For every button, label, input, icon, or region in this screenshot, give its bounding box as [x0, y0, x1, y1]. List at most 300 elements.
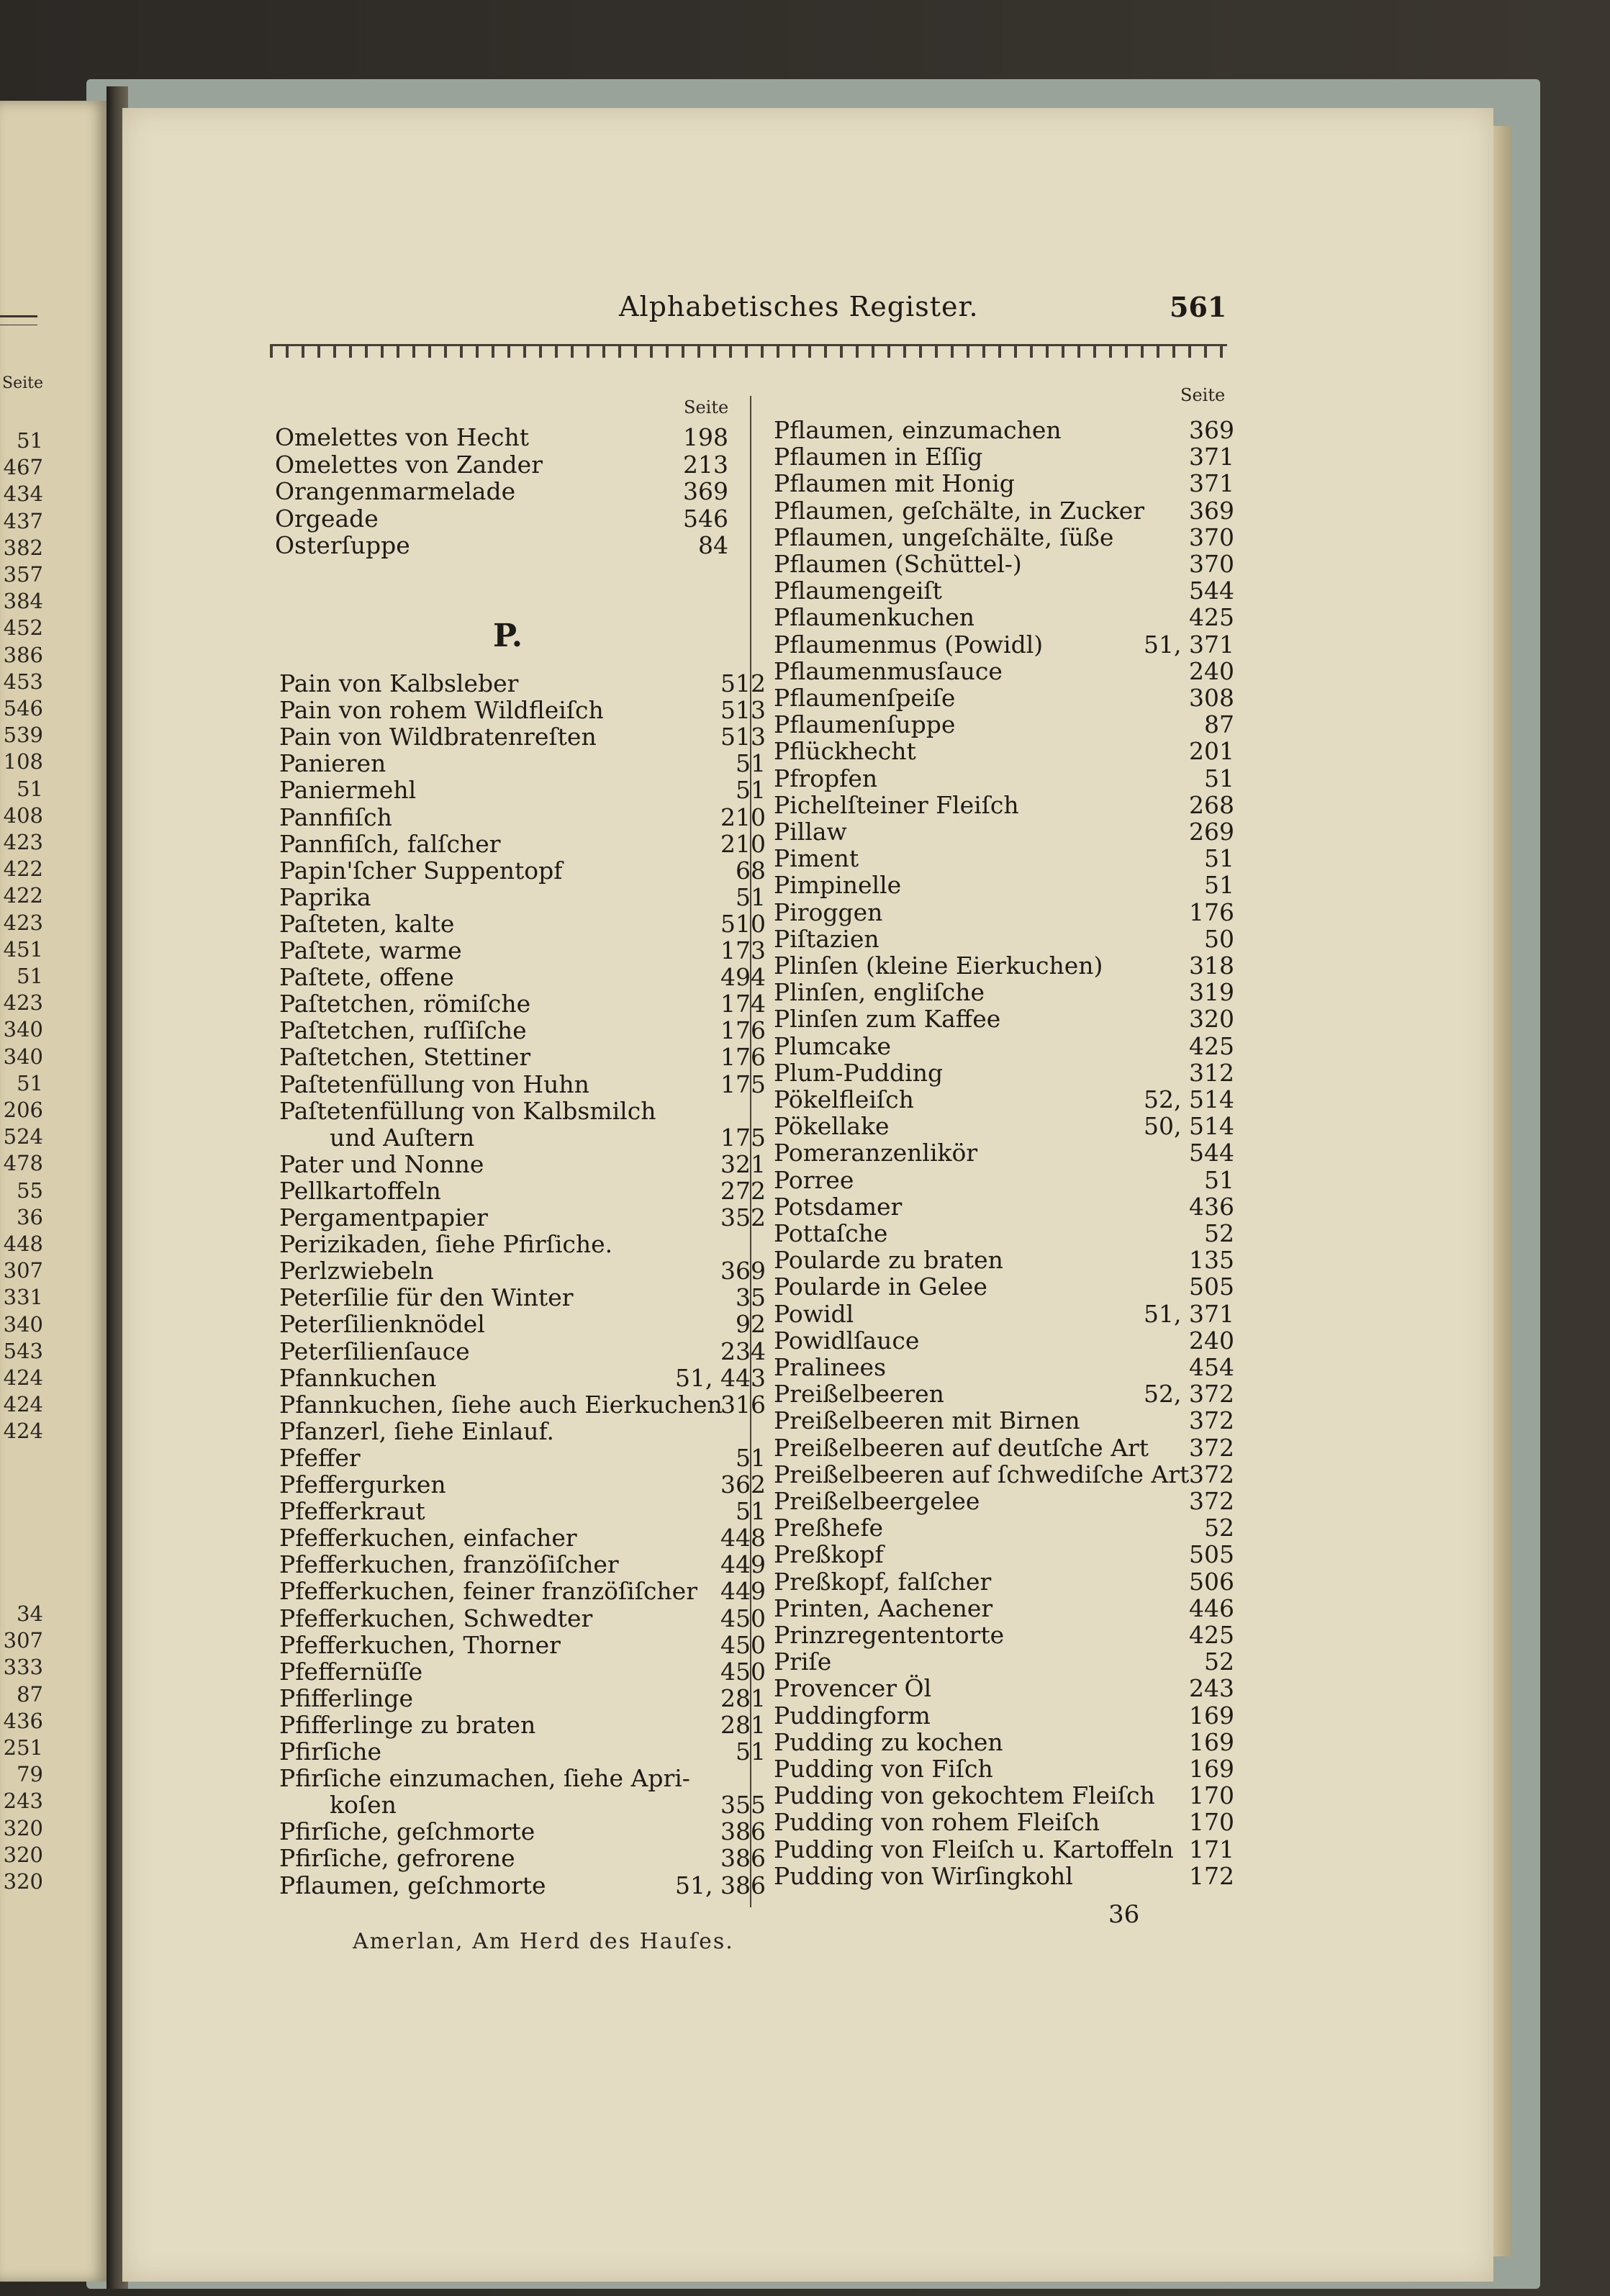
left-page-number: 55: [17, 1178, 43, 1203]
entry-page: 355: [720, 1791, 766, 1820]
entry-page: 240: [1189, 656, 1234, 685]
entry-title: Pflaumen, einzumachen: [774, 416, 1062, 444]
index-entry: [774, 1487, 1234, 1514]
left-page-number: 424: [3, 1365, 43, 1390]
entry-title: Paſtete, offene: [279, 963, 454, 992]
left-page-number: 87: [17, 1681, 43, 1707]
entry-title: Pudding zu kochen: [774, 1727, 1003, 1756]
index-entry: [279, 1550, 766, 1578]
entry-page: 321: [720, 1149, 766, 1178]
entry-title: Perlzwiebeln: [279, 1257, 434, 1285]
entry-title: Omelettes von Zander: [275, 450, 543, 479]
entry-page: 268: [1189, 790, 1234, 819]
entry-title: und Auſtern: [330, 1123, 475, 1152]
left-page-number: 251: [3, 1735, 43, 1760]
entry-title: Pichelſteiner Fleiſch: [774, 790, 1019, 819]
entry-page: 170: [1189, 1808, 1234, 1837]
index-entry: [279, 1230, 766, 1257]
index-entry: [275, 423, 728, 451]
entry-page: 370: [1189, 523, 1234, 551]
entry-title: Printen, Aachener: [774, 1594, 993, 1622]
entry-title: Pannfiſch: [279, 803, 392, 831]
entry-page: 546: [683, 504, 728, 533]
index-entry: [774, 1781, 1234, 1809]
entry-title: Paſtete, warme: [279, 936, 462, 964]
entry-page: 52: [1204, 1648, 1234, 1676]
index-entry: [774, 523, 1234, 551]
index-entry: [774, 1648, 1234, 1675]
entry-title: Paſtetchen, römiſche: [279, 990, 531, 1018]
entry-title: Pfefferkuchen, Thorner: [279, 1630, 561, 1659]
entry-page: 510: [720, 909, 766, 938]
running-title: Alphabetisches Register.: [619, 291, 979, 322]
entry-title: Potsdamer: [774, 1192, 903, 1221]
left-page-number: 331: [3, 1285, 43, 1310]
left-page-number: 51: [17, 1070, 43, 1095]
index-entry: [275, 505, 728, 532]
entry-title: Plinſen, engliſche: [774, 978, 985, 1007]
index-entry: [279, 1257, 766, 1284]
index-entry: [774, 1273, 1234, 1300]
index-entry: [774, 1460, 1234, 1488]
entry-title: Pfifferlinge zu braten: [279, 1710, 536, 1739]
index-entry: [279, 1043, 766, 1070]
entry-page: 169: [1189, 1727, 1234, 1756]
index-entry: [279, 776, 766, 803]
entry-page: 425: [1189, 1621, 1234, 1649]
index-entry: [279, 1150, 766, 1178]
index-entry: [774, 657, 1234, 684]
left-page-number: 307: [3, 1258, 43, 1283]
left-page-number: 437: [3, 508, 43, 533]
index-entry: [774, 1701, 1234, 1729]
entry-title: Pain von rohem Wildfleiſch: [279, 696, 604, 725]
entry-page: 52, 372: [1144, 1380, 1234, 1409]
entry-page: 51: [736, 776, 766, 805]
entry-page: 513: [720, 723, 766, 751]
entry-page: 369: [683, 477, 728, 505]
entry-page: 210: [720, 829, 766, 858]
entry-page: 318: [1189, 952, 1234, 980]
left-page-number: 424: [3, 1392, 43, 1417]
entry-page: 171: [1189, 1835, 1234, 1863]
entry-page: 505: [1189, 1273, 1234, 1301]
left-page-number: 51: [17, 776, 43, 801]
index-entry: [774, 844, 1234, 872]
index-entry: [279, 1016, 766, 1044]
left-page-number: 108: [3, 749, 43, 774]
left-page-number: 423: [3, 990, 43, 1016]
entry-title: Paſteten, kalte: [279, 909, 455, 938]
entry-title: Paſtetchen, ruſſiſche: [279, 1016, 527, 1045]
left-page-number: 422: [3, 883, 43, 908]
entry-page: 281: [720, 1683, 766, 1712]
left-page-number: 340: [3, 1044, 43, 1069]
entry-title: Pfropfen: [774, 764, 878, 792]
entry-page: 51: [736, 749, 766, 778]
left-page-number: 320: [3, 1815, 43, 1840]
entry-title: Pimpinelle: [774, 871, 902, 900]
page-number: 561: [1170, 291, 1227, 323]
entry-page: 448: [720, 1524, 766, 1552]
entry-title: Poularde in Gelee: [774, 1273, 987, 1301]
index-entry: [279, 963, 766, 990]
index-entry: [774, 631, 1234, 658]
left-page-number: 436: [3, 1708, 43, 1733]
entry-page: 234: [720, 1337, 766, 1365]
entry-page: 446: [1189, 1594, 1234, 1622]
entry-page: 272: [720, 1176, 766, 1205]
entry-page: 174: [720, 990, 766, 1018]
entry-page: 35: [736, 1283, 766, 1312]
index-entry: [279, 1283, 766, 1311]
index-entry: [279, 1310, 766, 1337]
index-entry: [774, 818, 1234, 845]
index-entry: [774, 1300, 1234, 1327]
entry-page: 173: [720, 936, 766, 964]
index-entry: [279, 696, 766, 723]
entry-page: 51: [1204, 871, 1234, 900]
entry-page: 370: [1189, 550, 1234, 578]
index-entry: [279, 1070, 766, 1098]
index-entry: [774, 603, 1234, 631]
entry-page: 213: [683, 450, 728, 479]
entry-title: Peterſilienſauce: [279, 1337, 470, 1365]
entry-title: Omelettes von Hecht: [275, 423, 529, 451]
entry-title: Piment: [774, 844, 859, 873]
entry-title: Pfanzerl, ſiehe Einlauf.: [279, 1416, 555, 1445]
entry-title: Pökellake: [774, 1112, 890, 1141]
index-entry: [774, 497, 1234, 524]
entry-page: 425: [1189, 1031, 1234, 1060]
entry-title: Pergamentpapier: [279, 1203, 488, 1231]
entry-title: Pflaumen, geſchälte, in Zucker: [774, 496, 1145, 525]
entry-title: Pfeffergurken: [279, 1470, 446, 1499]
entry-title: Pflaumen (Schüttel-): [774, 550, 1022, 578]
index-entry: [279, 1577, 766, 1604]
entry-title: Pfirſiche, geſchmorte: [279, 1817, 535, 1846]
entry-title: Pökelfleiſch: [774, 1085, 914, 1113]
entry-title: Panieren: [279, 749, 386, 778]
entry-title: koſen: [330, 1791, 397, 1820]
index-entry: [774, 1568, 1234, 1595]
index-entry: [774, 1674, 1234, 1701]
index-entry: [774, 1246, 1234, 1273]
entry-page: 281: [720, 1710, 766, 1739]
left-page-number: 423: [3, 830, 43, 854]
entry-title: Pflaumen, ungeſchälte, ſüße: [774, 523, 1114, 551]
entry-title: Plinſen (kleine Eierkuchen): [774, 952, 1103, 980]
entry-title: Paniermehl: [279, 776, 417, 805]
index-entry: [774, 1808, 1234, 1835]
left-page-number: 320: [3, 1842, 43, 1867]
entry-title: Pudding von Wirſingkohl: [774, 1861, 1073, 1890]
index-entry: [774, 1112, 1234, 1139]
entry-page: 454: [1189, 1353, 1234, 1381]
index-entry: [774, 1621, 1234, 1648]
left-page-number: 467: [3, 455, 43, 480]
index-entry: [279, 830, 766, 857]
entry-page: 372: [1189, 1460, 1234, 1488]
entry-title: Papin'ſcher Suppentopf: [279, 856, 563, 885]
left-page-number: 524: [3, 1124, 43, 1149]
index-entry: [774, 469, 1234, 497]
entry-page: 450: [720, 1604, 766, 1632]
index-entry: [774, 1540, 1234, 1568]
entry-title: Pflaumenmus (Powidl): [774, 630, 1044, 659]
entry-title: Pflaumengeiſt: [774, 577, 942, 605]
entry-title: Preißelbeeren: [774, 1380, 944, 1409]
entry-title: Pfirſiche: [279, 1737, 382, 1766]
footer-imprint: Amerlan, Am Herd des Hauſes.: [353, 1929, 734, 1954]
index-entry: [279, 1871, 766, 1899]
index-entry: [275, 451, 728, 478]
left-page-number: 243: [3, 1789, 43, 1814]
entry-page: 243: [1189, 1674, 1234, 1703]
entry-title: Plumcake: [774, 1031, 891, 1060]
entry-title: Pflaumenmusſauce: [774, 656, 1003, 685]
entry-page: 372: [1189, 1406, 1234, 1435]
entry-page: 51: [1204, 764, 1234, 792]
entry-title: Pudding von Fiſch: [774, 1755, 993, 1783]
left-page-number: 320: [3, 1869, 43, 1894]
entry-title: Pflaumen in Eſſig: [774, 443, 983, 471]
entry-page: 51, 443: [675, 1363, 766, 1392]
entry-title: Pellkartoffeln: [279, 1176, 441, 1205]
entry-page: 201: [1189, 737, 1234, 766]
entry-title: Orgeade: [275, 504, 379, 533]
left-page-number: 340: [3, 1017, 43, 1042]
index-entry: [774, 871, 1234, 898]
index-entry: [774, 737, 1234, 764]
index-entry: [774, 550, 1234, 577]
entry-page: 544: [1189, 577, 1234, 605]
entry-page: 512: [720, 669, 766, 697]
index-entry: [279, 1604, 766, 1632]
entry-title: Paſtetenfüllung von Huhn: [279, 1070, 589, 1098]
left-page-number: 452: [3, 615, 43, 641]
index-entry: [279, 1124, 766, 1151]
entry-page: 175: [720, 1070, 766, 1098]
entry-title: Poularde zu braten: [774, 1246, 1003, 1275]
index-entry: [774, 1728, 1234, 1755]
entry-title: Pflaumen, geſchmorte: [279, 1871, 546, 1899]
left-page-number: 382: [3, 535, 43, 560]
entry-page: 92: [736, 1310, 766, 1339]
entry-title: Pflückhecht: [774, 737, 916, 766]
index-entry: [774, 1219, 1234, 1247]
entry-page: 362: [720, 1470, 766, 1499]
entry-page: 51: [1204, 1165, 1234, 1194]
index-entry: [774, 416, 1234, 443]
index-entry: [774, 791, 1234, 818]
entry-title: Pudding von Fleiſch u. Kartoffeln: [774, 1835, 1174, 1863]
left-page-number: 51: [17, 964, 43, 988]
left-page-number: 34: [17, 1601, 43, 1626]
left-page-number: 386: [3, 642, 43, 667]
seite-label-right: Seite: [1180, 385, 1226, 405]
entry-page: 316: [720, 1390, 766, 1419]
entry-title: Pater und Nonne: [279, 1149, 484, 1178]
entry-page: 135: [1189, 1246, 1234, 1275]
entry-title: Pfeffer: [279, 1443, 361, 1472]
index-entry: [279, 1097, 766, 1124]
left-page-number: 478: [3, 1151, 43, 1176]
left-page-number: 434: [3, 482, 43, 507]
entry-page: 176: [720, 1043, 766, 1072]
index-entry: [279, 1791, 766, 1818]
entry-title: Perizikaden, ſiehe Pfirſiche.: [279, 1230, 613, 1259]
entry-page: 172: [1189, 1861, 1234, 1890]
index-entry: [774, 1085, 1234, 1113]
entry-page: 198: [683, 423, 728, 451]
index-entry: [279, 1711, 766, 1738]
index-entry: [774, 764, 1234, 792]
index-entry: [279, 910, 766, 937]
entry-page: 369: [1189, 416, 1234, 444]
entry-page: 449: [720, 1550, 766, 1579]
entry-title: Provencer Öl: [774, 1674, 932, 1703]
index-entry: [774, 1835, 1234, 1863]
entry-title: Preißelbeeren mit Birnen: [774, 1406, 1080, 1435]
index-entry: [279, 1444, 766, 1471]
index-entry: [279, 857, 766, 884]
entry-title: Pfannkuchen: [279, 1363, 437, 1392]
left-page-number: 384: [3, 589, 43, 614]
index-entry: [279, 1817, 766, 1845]
entry-title: Plinſen zum Kaffee: [774, 1005, 1001, 1034]
entry-page: 51, 386: [675, 1871, 766, 1899]
entry-page: 210: [720, 803, 766, 831]
entry-page: 371: [1189, 469, 1234, 498]
entry-page: 319: [1189, 978, 1234, 1007]
entry-page: 52, 514: [1144, 1085, 1234, 1113]
left-page-number: 79: [17, 1762, 43, 1787]
index-entry: [774, 1032, 1234, 1059]
index-entry: [279, 1631, 766, 1658]
entry-page: 269: [1189, 818, 1234, 846]
entry-page: 371: [1189, 443, 1234, 471]
entry-page: 87: [1204, 710, 1234, 739]
section-letter: P.: [493, 618, 523, 654]
entry-page: 352: [720, 1203, 766, 1231]
entry-title: Puddingform: [774, 1701, 931, 1730]
entry-title: Pfefferkuchen, feiner franzöſiſcher: [279, 1577, 697, 1606]
entry-title: Piſtazien: [774, 924, 879, 953]
entry-title: Pfifferlinge: [279, 1683, 413, 1712]
index-entry: [279, 936, 766, 964]
entry-page: 84: [698, 531, 728, 559]
left-page: [0, 101, 107, 2282]
entry-page: 51, 371: [1144, 1299, 1234, 1328]
entry-title: Plum-Pudding: [774, 1058, 944, 1087]
index-entry: [275, 477, 728, 505]
entry-title: Pomeranzenlikör: [774, 1139, 978, 1167]
entry-title: Pfefferkuchen, franzöſiſcher: [279, 1550, 619, 1579]
entry-page: 50: [1204, 924, 1234, 953]
entry-title: Pfefferkuchen, Schwedter: [279, 1604, 593, 1632]
entry-page: 51: [736, 1497, 766, 1526]
entry-title: Preßkopf: [774, 1540, 884, 1569]
entry-page: 513: [720, 696, 766, 725]
entry-title: Pfannkuchen, ſiehe auch Eierkuchen: [279, 1390, 723, 1419]
entry-title: Piroggen: [774, 898, 883, 926]
entry-title: Osterſuppe: [275, 531, 410, 559]
entry-page: 369: [720, 1257, 766, 1285]
index-entry: [774, 710, 1234, 738]
index-entry: [774, 684, 1234, 711]
index-entry: [774, 1166, 1234, 1193]
entry-page: 449: [720, 1577, 766, 1606]
left-page-number: 206: [3, 1098, 43, 1122]
seite-label-left: Seite: [684, 397, 729, 417]
index-entry: [774, 1005, 1234, 1032]
index-entry: [279, 1764, 766, 1791]
left-header-rule: [0, 315, 37, 325]
index-entry: [774, 1514, 1234, 1541]
index-entry: [279, 1391, 766, 1418]
entry-title: Orangenmarmelade: [275, 477, 516, 505]
entry-page: 386: [720, 1817, 766, 1846]
entry-page: 506: [1189, 1567, 1234, 1596]
left-page-number: 539: [3, 723, 43, 748]
index-entry: [279, 1844, 766, 1871]
entry-title: Preßkopf, falſcher: [774, 1567, 992, 1596]
entry-title: Peterſilienknödel: [279, 1310, 485, 1339]
left-page-number: 51: [17, 428, 43, 453]
entry-page: 176: [720, 1016, 766, 1045]
left-page-number: 423: [3, 910, 43, 935]
entry-title: Prinzregententorte: [774, 1621, 1005, 1649]
signature-mark: 36: [1108, 1900, 1140, 1929]
entry-title: Peterſilie für den Winter: [279, 1283, 574, 1312]
entry-title: Preißelbeergelee: [774, 1487, 980, 1515]
entry-page: 169: [1189, 1755, 1234, 1783]
entry-page: 312: [1189, 1058, 1234, 1087]
index-entry: [774, 898, 1234, 926]
entry-title: Pain von Wildbratenreſten: [279, 723, 597, 751]
entry-page: 51: [736, 1737, 766, 1766]
left-page-number: 408: [3, 803, 43, 828]
index-entry: [279, 1737, 766, 1765]
index-entry: [279, 990, 766, 1017]
index-entry: [279, 723, 766, 750]
left-page-number: 357: [3, 562, 43, 587]
entry-title: Paprika: [279, 882, 371, 911]
entry-page: 320: [1189, 1005, 1234, 1034]
header-ornament-rule: [270, 344, 1227, 358]
entry-title: Powidl: [774, 1299, 854, 1328]
entry-page: 175: [720, 1123, 766, 1152]
left-page-number: 546: [3, 696, 43, 720]
index-entry: [279, 1203, 766, 1231]
left-page-number: 333: [3, 1655, 43, 1680]
index-entry: [275, 531, 728, 559]
entry-title: Powidlſauce: [774, 1326, 920, 1355]
index-entry: [774, 1059, 1234, 1086]
entry-title: Pottaſche: [774, 1219, 888, 1247]
index-entry: [279, 1337, 766, 1365]
entry-page: 425: [1189, 603, 1234, 632]
entry-title: Pfirſiche, gefrorene: [279, 1844, 515, 1873]
index-entry: [774, 443, 1234, 470]
entry-page: 51: [736, 1443, 766, 1472]
left-page-number: 453: [3, 669, 43, 694]
index-entry: [279, 1417, 766, 1445]
left-page-number: 36: [17, 1204, 43, 1229]
index-entry: [279, 1497, 766, 1524]
entry-page: 68: [736, 856, 766, 885]
